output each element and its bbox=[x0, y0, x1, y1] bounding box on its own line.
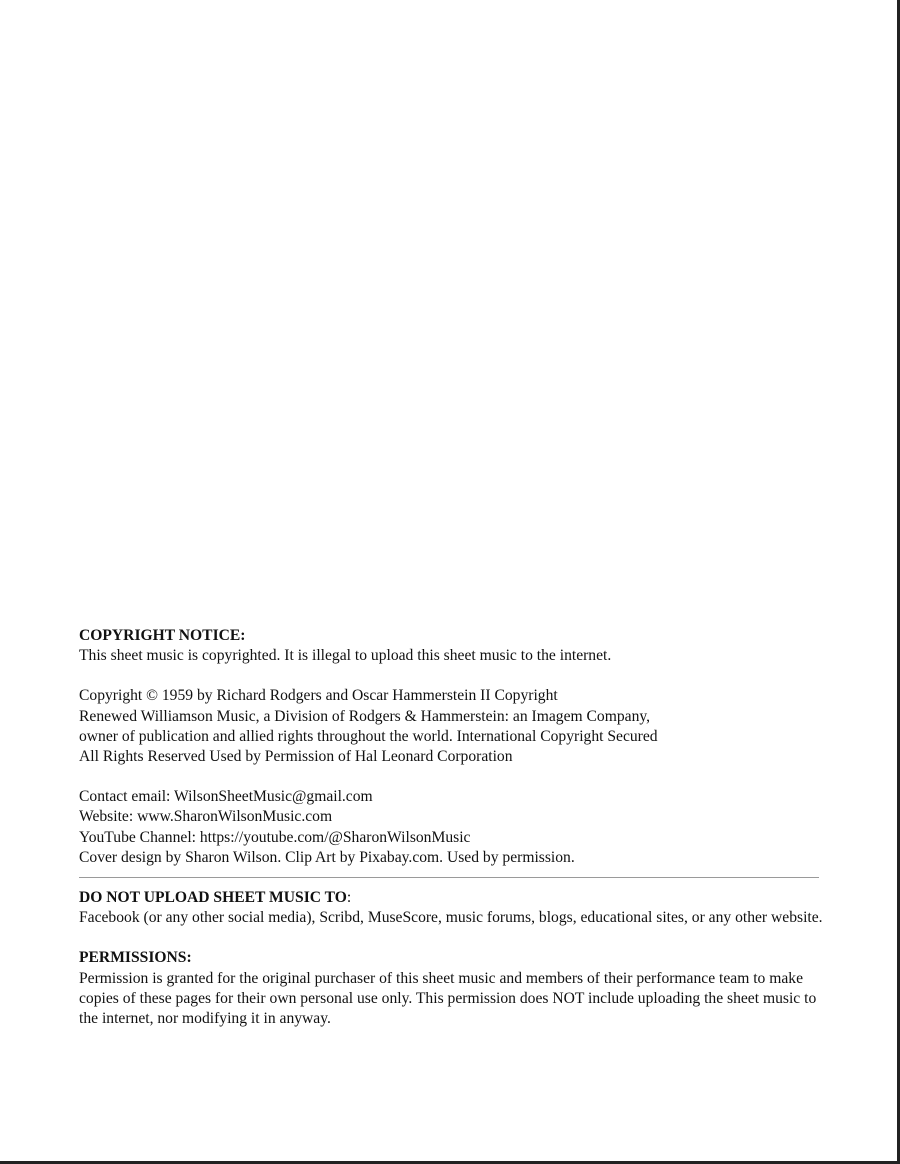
spacer bbox=[79, 666, 824, 686]
copyright-line: Renewed Williamson Music, a Division of Rodgers & Hammerstein: an Imagem Company, bbox=[79, 707, 651, 725]
copyright-page-content bbox=[79, 626, 824, 1029]
contact-youtube: YouTube Channel: https://youtube.com/@SharonWilsonMusic bbox=[79, 828, 471, 846]
cover-credit: Cover design by Sharon Wilson. Clip Art by Pixabay.com. Used by permission. bbox=[79, 848, 575, 866]
copyright-notice-text: This sheet music is copyrighted. It is illegal to upload this sheet music to the internet. bbox=[79, 647, 612, 665]
permissions-heading: PERMISSIONS: bbox=[79, 949, 192, 967]
contact-block bbox=[79, 787, 824, 868]
copyright-line: owner of publication and allied rights throughout the world. International Copyright Secured bbox=[79, 727, 658, 745]
do-not-upload-heading-colon: : bbox=[346, 889, 352, 907]
do-not-upload-heading: DO NOT UPLOAD SHEET MUSIC TO bbox=[79, 889, 347, 907]
copyright-line: Copyright © 1959 by Richard Rodgers and Oscar Hammerstein II Copyright bbox=[79, 687, 558, 705]
do-not-upload-heading-line bbox=[79, 888, 824, 908]
copyright-line: All Rights Reserved Used by Permission of Hal Leonard Corporation bbox=[79, 748, 513, 766]
copyright-notice-heading: COPYRIGHT NOTICE: bbox=[79, 627, 246, 644]
do-not-upload-text: Facebook (or any other social media), Scribd, MuseScore, music forums, blogs, educational sites, or any other website. bbox=[79, 909, 823, 927]
copyright-block bbox=[79, 686, 824, 767]
permissions-text: Permission is granted for the original purchaser of this sheet music and members of their performance team to make copies of these pages for their own personal use only. This permission does NOT include uploading the sheet music to the internet, nor modifying it in anyway. bbox=[79, 969, 817, 1028]
horizontal-divider bbox=[79, 877, 819, 878]
spacer bbox=[79, 767, 824, 787]
spacer bbox=[79, 928, 824, 948]
contact-email: Contact email: WilsonSheetMusic@gmail.com bbox=[79, 788, 373, 806]
contact-website: Website: www.SharonWilsonMusic.com bbox=[79, 808, 333, 826]
